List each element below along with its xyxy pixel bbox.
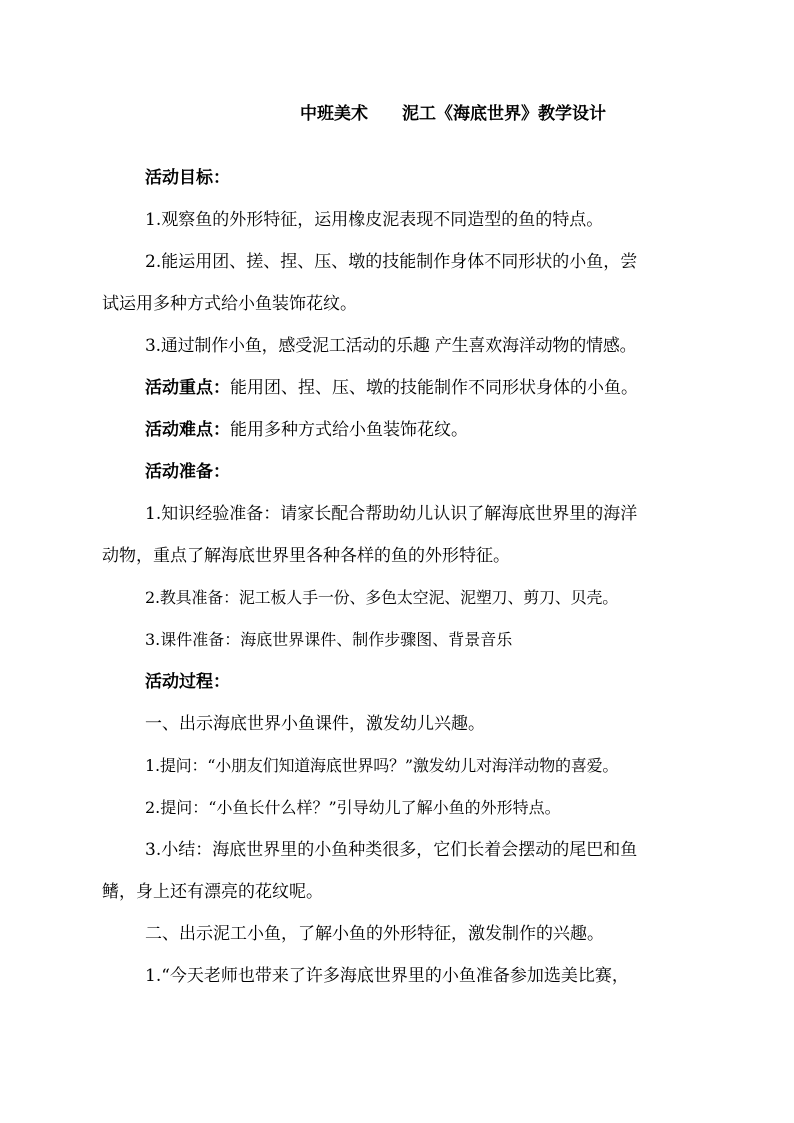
goal-2-line2: 试运用多种方式给小鱼装饰花纹。 (102, 294, 357, 314)
goal-2-line1: 2.能运用团、搓、捏、压、墩的技能制作身体不同形状的小鱼，尝 (145, 252, 638, 272)
step-one-3-line1: 3.小结：海底世界里的小鱼种类很多，它们长着会摆动的尾巴和鱼 (145, 840, 638, 860)
step-one-1: 1.提问：“小朋友们知道海底世界吗？”激发幼儿对海洋动物的喜爱。 (145, 756, 619, 775)
document-title (300, 102, 606, 126)
goals-heading: 活动目标： (145, 168, 230, 188)
difficulty-label: 活动难点： (145, 420, 230, 440)
title-lesson-name: 泥工《海底世界》教学设计 (402, 104, 606, 124)
step-two: 二、出示泥工小鱼，了解小鱼的外形特征，激发制作的兴趣。 (145, 924, 604, 944)
prep-2: 2.教具准备：泥工板人手一份、多色太空泥、泥塑刀、剪刀、贝壳。 (145, 588, 619, 607)
prep-heading: 活动准备： (145, 462, 230, 482)
process-heading: 活动过程： (145, 672, 230, 692)
key-point-label: 活动重点： (145, 378, 230, 398)
key-point-text: 能用团、捏、压、墩的技能制作不同形状身体的小鱼。 (230, 378, 638, 398)
goal-3: 3.通过制作小鱼，感受泥工活动的乐趣 产生喜欢海洋动物的情感。 (145, 336, 637, 356)
step-one-3-line2: 鳍，身上还有漂亮的花纹呢。 (102, 882, 323, 902)
step-one-2: 2.提问：“小鱼长什么样？”引导幼儿了解小鱼的外形特点。 (145, 798, 561, 817)
prep-1-line1: 1.知识经验准备：请家长配合帮助幼儿认识了解海底世界里的海洋 (145, 504, 638, 524)
key-point (145, 376, 638, 400)
prep-1-line2: 动物，重点了解海底世界里各种各样的鱼的外形特征。 (102, 546, 510, 566)
title-grade-subject: 中班美术 (300, 104, 368, 124)
difficulty (145, 418, 468, 442)
step-one: 一、出示海底世界小鱼课件，激发幼儿兴趣。 (145, 714, 485, 734)
goal-1: 1.观察鱼的外形特征，运用橡皮泥表现不同造型的鱼的特点。 (145, 210, 604, 230)
difficulty-text: 能用多种方式给小鱼装饰花纹。 (230, 420, 468, 440)
prep-3: 3.课件准备：海底世界课件、制作步骤图、背景音乐 (145, 630, 513, 649)
step-two-1: 1.“今天老师也带来了许多海底世界里的小鱼准备参加选美比赛， (145, 966, 629, 986)
